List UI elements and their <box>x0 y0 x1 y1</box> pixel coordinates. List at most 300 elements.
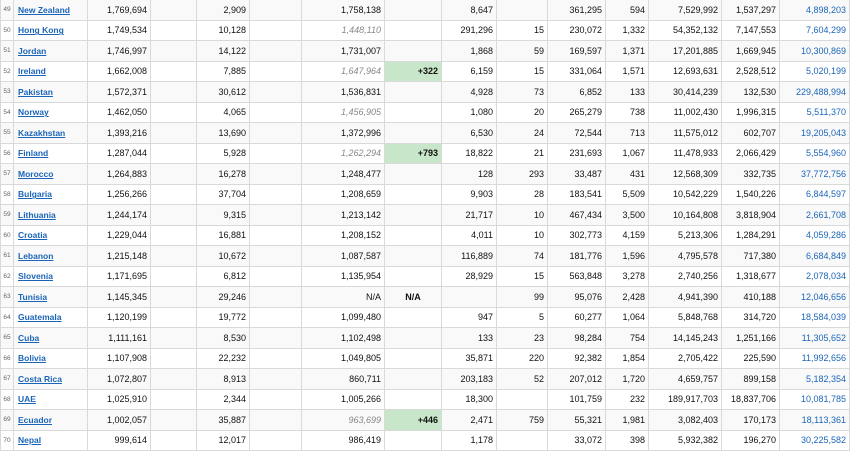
country-link[interactable]: Jordan <box>18 45 47 56</box>
total-deaths-cell: 8,530 <box>197 328 250 349</box>
total-recovered-cell: 963,699 <box>302 410 385 431</box>
new-cases-cell <box>151 389 197 410</box>
country-link[interactable]: Costa Rica <box>18 373 62 384</box>
deaths-per-million-cell: 3,278 <box>606 266 649 287</box>
new-recovered-cell <box>385 20 442 41</box>
new-cases-cell <box>151 369 197 390</box>
tests-per-million-cell: 2,528,512 <box>722 61 780 82</box>
total-cases-cell: 1,107,908 <box>88 348 151 369</box>
country-link[interactable]: Slovenia <box>18 271 53 282</box>
active-cases-cell <box>442 287 497 308</box>
rank-cell: 65 <box>1 328 14 349</box>
total-tests-cell: 7,529,992 <box>649 0 722 20</box>
cases-per-million-cell: 169,597 <box>548 41 606 62</box>
total-tests-cell: 12,568,309 <box>649 164 722 185</box>
total-deaths-cell: 6,812 <box>197 266 250 287</box>
total-tests-cell: 14,145,243 <box>649 328 722 349</box>
total-cases-cell: 1,746,997 <box>88 41 151 62</box>
table-row <box>1 307 850 328</box>
total-tests-cell: 10,164,808 <box>649 205 722 226</box>
tests-per-million-cell: 3,818,904 <box>722 205 780 226</box>
total-recovered-cell: 1,099,480 <box>302 307 385 328</box>
active-cases-cell: 6,159 <box>442 61 497 82</box>
new-deaths-cell <box>250 41 302 62</box>
new-deaths-cell <box>250 102 302 123</box>
total-deaths-cell: 22,232 <box>197 348 250 369</box>
total-deaths-cell: 2,909 <box>197 0 250 20</box>
total-tests-cell: 11,575,012 <box>649 123 722 144</box>
table-row <box>1 143 850 164</box>
serious-critical-cell: 759 <box>497 410 548 431</box>
cases-per-million-cell: 183,541 <box>548 184 606 205</box>
total-tests-cell: 17,201,885 <box>649 41 722 62</box>
cases-per-million-cell: 265,279 <box>548 102 606 123</box>
population-cell: 5,554,960 <box>780 143 850 164</box>
country-cell <box>14 143 88 164</box>
new-deaths-cell <box>250 389 302 410</box>
new-cases-cell <box>151 123 197 144</box>
country-link[interactable]: Morocco <box>18 168 54 179</box>
serious-critical-cell: 73 <box>497 82 548 103</box>
total-recovered-cell: N/A <box>302 287 385 308</box>
new-recovered-cell <box>385 205 442 226</box>
deaths-per-million-cell: 3,500 <box>606 205 649 226</box>
country-cell <box>14 20 88 41</box>
total-recovered-cell: 1,213,142 <box>302 205 385 226</box>
serious-critical-cell: 10 <box>497 205 548 226</box>
table-row <box>1 41 850 62</box>
new-deaths-cell <box>250 430 302 451</box>
deaths-per-million-cell: 1,720 <box>606 369 649 390</box>
total-cases-cell: 1,462,050 <box>88 102 151 123</box>
population-cell: 5,182,354 <box>780 369 850 390</box>
total-cases-cell: 1,393,216 <box>88 123 151 144</box>
tests-per-million-cell: 2,066,429 <box>722 143 780 164</box>
country-link[interactable]: Hong Kong <box>18 25 64 36</box>
deaths-per-million-cell: 1,854 <box>606 348 649 369</box>
active-cases-cell: 1,868 <box>442 41 497 62</box>
tests-per-million-cell: 1,318,677 <box>722 266 780 287</box>
population-cell: 6,844,597 <box>780 184 850 205</box>
total-deaths-cell: 19,772 <box>197 307 250 328</box>
country-link[interactable]: Ecuador <box>18 414 53 425</box>
total-recovered-cell: 1,102,498 <box>302 328 385 349</box>
total-deaths-cell: 10,672 <box>197 246 250 267</box>
population-cell: 12,046,656 <box>780 287 850 308</box>
new-cases-cell <box>151 82 197 103</box>
new-cases-cell <box>151 143 197 164</box>
population-cell: 2,078,034 <box>780 266 850 287</box>
new-recovered-cell <box>385 0 442 20</box>
table-row <box>1 205 850 226</box>
cases-per-million-cell: 230,072 <box>548 20 606 41</box>
serious-critical-cell: 15 <box>497 20 548 41</box>
total-cases-cell: 1,256,266 <box>88 184 151 205</box>
rank-cell: 60 <box>1 225 14 246</box>
total-deaths-cell: 30,612 <box>197 82 250 103</box>
tests-per-million-cell: 1,540,226 <box>722 184 780 205</box>
table-row <box>1 389 850 410</box>
country-link[interactable]: Nepal <box>18 435 42 446</box>
deaths-per-million-cell: 4,159 <box>606 225 649 246</box>
population-cell: 5,511,370 <box>780 102 850 123</box>
total-deaths-cell: 4,065 <box>197 102 250 123</box>
table-row <box>1 0 850 20</box>
serious-critical-cell: 220 <box>497 348 548 369</box>
table-row <box>1 430 850 451</box>
total-tests-cell: 5,213,306 <box>649 225 722 246</box>
total-recovered-cell: 1,456,905 <box>302 102 385 123</box>
new-deaths-cell <box>250 287 302 308</box>
total-cases-cell: 1,120,199 <box>88 307 151 328</box>
country-link[interactable]: Ireland <box>18 66 46 77</box>
cases-per-million-cell: 331,064 <box>548 61 606 82</box>
new-cases-cell <box>151 61 197 82</box>
total-tests-cell: 11,002,430 <box>649 102 722 123</box>
active-cases-cell: 1,080 <box>442 102 497 123</box>
country-link[interactable]: Pakistan <box>18 86 53 97</box>
new-cases-cell <box>151 20 197 41</box>
rank-cell: 50 <box>1 20 14 41</box>
country-link[interactable]: Tunisia <box>18 291 48 302</box>
deaths-per-million-cell: 754 <box>606 328 649 349</box>
total-recovered-cell: 1,005,266 <box>302 389 385 410</box>
population-cell: 7,604,299 <box>780 20 850 41</box>
active-cases-cell: 9,903 <box>442 184 497 205</box>
country-link[interactable]: Lebanon <box>18 250 54 261</box>
new-recovered-cell <box>385 307 442 328</box>
total-deaths-cell: 37,704 <box>197 184 250 205</box>
country-link[interactable]: Bolivia <box>18 353 46 364</box>
total-deaths-cell: 16,881 <box>197 225 250 246</box>
active-cases-cell: 133 <box>442 328 497 349</box>
serious-critical-cell: 74 <box>497 246 548 267</box>
table-row <box>1 123 850 144</box>
country-link[interactable]: Bulgaria <box>18 189 53 200</box>
new-deaths-cell <box>250 266 302 287</box>
serious-critical-cell: 20 <box>497 102 548 123</box>
rank-cell: 53 <box>1 82 14 103</box>
country-link[interactable]: Croatia <box>18 230 48 241</box>
new-recovered-cell: +793 <box>385 143 442 164</box>
total-cases-cell: 1,662,008 <box>88 61 151 82</box>
deaths-per-million-cell: 1,596 <box>606 246 649 267</box>
active-cases-cell: 6,530 <box>442 123 497 144</box>
country-cell <box>14 184 88 205</box>
total-recovered-cell: 1,536,831 <box>302 82 385 103</box>
rank-cell: 66 <box>1 348 14 369</box>
country-cell <box>14 328 88 349</box>
total-deaths-cell: 14,122 <box>197 41 250 62</box>
active-cases-cell: 21,717 <box>442 205 497 226</box>
serious-critical-cell: 15 <box>497 61 548 82</box>
table-row <box>1 246 850 267</box>
deaths-per-million-cell: 1,064 <box>606 307 649 328</box>
total-cases-cell: 1,072,807 <box>88 369 151 390</box>
deaths-per-million-cell: 232 <box>606 389 649 410</box>
deaths-per-million-cell: 594 <box>606 0 649 20</box>
cases-per-million-cell: 302,773 <box>548 225 606 246</box>
total-cases-cell: 1,287,044 <box>88 143 151 164</box>
serious-critical-cell: 52 <box>497 369 548 390</box>
serious-critical-cell: 99 <box>497 287 548 308</box>
country-link[interactable]: New Zealand <box>18 4 70 15</box>
cases-per-million-cell: 92,382 <box>548 348 606 369</box>
cases-per-million-cell: 55,321 <box>548 410 606 431</box>
total-deaths-cell: 2,344 <box>197 389 250 410</box>
new-deaths-cell <box>250 307 302 328</box>
country-cell <box>14 266 88 287</box>
total-deaths-cell: 12,017 <box>197 430 250 451</box>
rank-cell: 70 <box>1 430 14 451</box>
tests-per-million-cell: 225,590 <box>722 348 780 369</box>
new-cases-cell <box>151 164 197 185</box>
cases-per-million-cell: 6,852 <box>548 82 606 103</box>
active-cases-cell: 8,647 <box>442 0 497 20</box>
new-cases-cell <box>151 307 197 328</box>
total-deaths-cell: 35,887 <box>197 410 250 431</box>
rank-cell: 64 <box>1 307 14 328</box>
deaths-per-million-cell: 713 <box>606 123 649 144</box>
new-cases-cell <box>151 246 197 267</box>
serious-critical-cell <box>497 0 548 20</box>
new-deaths-cell <box>250 225 302 246</box>
active-cases-cell: 35,871 <box>442 348 497 369</box>
new-cases-cell <box>151 225 197 246</box>
cases-per-million-cell: 72,544 <box>548 123 606 144</box>
total-recovered-cell: 1,087,587 <box>302 246 385 267</box>
population-cell: 10,300,869 <box>780 41 850 62</box>
active-cases-cell: 18,300 <box>442 389 497 410</box>
total-cases-cell: 1,769,694 <box>88 0 151 20</box>
tests-per-million-cell: 410,188 <box>722 287 780 308</box>
country-cell <box>14 348 88 369</box>
total-recovered-cell: 1,049,805 <box>302 348 385 369</box>
rank-cell: 56 <box>1 143 14 164</box>
table-row <box>1 410 850 431</box>
new-deaths-cell <box>250 184 302 205</box>
population-cell: 2,661,708 <box>780 205 850 226</box>
table-row <box>1 369 850 390</box>
new-recovered-cell <box>385 246 442 267</box>
total-deaths-cell: 10,128 <box>197 20 250 41</box>
population-cell: 4,898,203 <box>780 0 850 20</box>
table-row <box>1 102 850 123</box>
total-recovered-cell: 1,372,996 <box>302 123 385 144</box>
active-cases-cell: 291,296 <box>442 20 497 41</box>
new-recovered-cell <box>385 430 442 451</box>
tests-per-million-cell: 132,530 <box>722 82 780 103</box>
total-recovered-cell: 1,262,294 <box>302 143 385 164</box>
total-tests-cell: 4,941,390 <box>649 287 722 308</box>
population-cell: 4,059,286 <box>780 225 850 246</box>
serious-critical-cell <box>497 430 548 451</box>
cases-per-million-cell: 467,434 <box>548 205 606 226</box>
country-cell <box>14 164 88 185</box>
deaths-per-million-cell: 2,428 <box>606 287 649 308</box>
table-body <box>1 0 850 451</box>
total-cases-cell: 1,264,883 <box>88 164 151 185</box>
table-row <box>1 164 850 185</box>
new-deaths-cell <box>250 20 302 41</box>
new-cases-cell <box>151 348 197 369</box>
total-cases-cell: 1,025,910 <box>88 389 151 410</box>
new-recovered-cell <box>385 164 442 185</box>
serious-critical-cell: 15 <box>497 266 548 287</box>
new-recovered-cell <box>385 328 442 349</box>
new-recovered-cell: N/A <box>385 287 442 308</box>
active-cases-cell: 947 <box>442 307 497 328</box>
total-cases-cell: 1,572,371 <box>88 82 151 103</box>
total-tests-cell: 12,693,631 <box>649 61 722 82</box>
new-recovered-cell <box>385 102 442 123</box>
table-row <box>1 20 850 41</box>
new-recovered-cell <box>385 266 442 287</box>
population-cell: 5,020,199 <box>780 61 850 82</box>
new-recovered-cell <box>385 41 442 62</box>
tests-per-million-cell: 1,537,297 <box>722 0 780 20</box>
new-deaths-cell <box>250 369 302 390</box>
population-cell: 18,584,039 <box>780 307 850 328</box>
new-recovered-cell <box>385 225 442 246</box>
tests-per-million-cell: 170,173 <box>722 410 780 431</box>
new-recovered-cell <box>385 348 442 369</box>
total-cases-cell: 1,244,174 <box>88 205 151 226</box>
tests-per-million-cell: 899,158 <box>722 369 780 390</box>
tests-per-million-cell: 1,669,945 <box>722 41 780 62</box>
rank-cell: 59 <box>1 205 14 226</box>
new-cases-cell <box>151 0 197 20</box>
country-link[interactable]: Finland <box>18 148 49 159</box>
country-link[interactable]: Kazakhstan <box>18 127 66 138</box>
population-cell: 11,305,652 <box>780 328 850 349</box>
cases-per-million-cell: 181,776 <box>548 246 606 267</box>
rank-cell: 67 <box>1 369 14 390</box>
population-cell: 30,225,582 <box>780 430 850 451</box>
total-recovered-cell: 1,647,964 <box>302 61 385 82</box>
serious-critical-cell: 10 <box>497 225 548 246</box>
cases-per-million-cell: 60,277 <box>548 307 606 328</box>
rank-cell: 52 <box>1 61 14 82</box>
total-cases-cell: 1,171,695 <box>88 266 151 287</box>
total-tests-cell: 2,740,256 <box>649 266 722 287</box>
new-deaths-cell <box>250 61 302 82</box>
total-deaths-cell: 8,913 <box>197 369 250 390</box>
rank-cell: 58 <box>1 184 14 205</box>
population-cell: 229,488,994 <box>780 82 850 103</box>
total-tests-cell: 10,542,229 <box>649 184 722 205</box>
serious-critical-cell: 5 <box>497 307 548 328</box>
serious-critical-cell: 21 <box>497 143 548 164</box>
country-cell <box>14 102 88 123</box>
rank-cell: 62 <box>1 266 14 287</box>
deaths-per-million-cell: 1,067 <box>606 143 649 164</box>
new-deaths-cell <box>250 246 302 267</box>
table-row <box>1 266 850 287</box>
total-cases-cell: 1,111,161 <box>88 328 151 349</box>
deaths-per-million-cell: 398 <box>606 430 649 451</box>
total-cases-cell: 1,229,044 <box>88 225 151 246</box>
population-cell: 11,992,656 <box>780 348 850 369</box>
total-deaths-cell: 9,315 <box>197 205 250 226</box>
active-cases-cell: 128 <box>442 164 497 185</box>
cases-per-million-cell: 95,076 <box>548 287 606 308</box>
table-row <box>1 287 850 308</box>
new-deaths-cell <box>250 164 302 185</box>
country-cell <box>14 0 88 20</box>
total-tests-cell: 2,705,422 <box>649 348 722 369</box>
new-deaths-cell <box>250 410 302 431</box>
total-recovered-cell: 1,758,138 <box>302 0 385 20</box>
total-deaths-cell: 5,928 <box>197 143 250 164</box>
new-recovered-cell <box>385 389 442 410</box>
active-cases-cell: 4,011 <box>442 225 497 246</box>
country-link[interactable]: Norway <box>18 107 49 118</box>
total-tests-cell: 54,352,132 <box>649 20 722 41</box>
rank-cell: 51 <box>1 41 14 62</box>
country-cell <box>14 287 88 308</box>
total-recovered-cell: 1,731,007 <box>302 41 385 62</box>
serious-critical-cell: 28 <box>497 184 548 205</box>
cases-per-million-cell: 33,072 <box>548 430 606 451</box>
total-cases-cell: 1,145,345 <box>88 287 151 308</box>
country-link[interactable]: Cuba <box>18 332 40 343</box>
total-cases-cell: 1,002,057 <box>88 410 151 431</box>
total-recovered-cell: 1,208,659 <box>302 184 385 205</box>
new-recovered-cell <box>385 82 442 103</box>
country-cell <box>14 225 88 246</box>
new-deaths-cell <box>250 82 302 103</box>
country-cell <box>14 369 88 390</box>
rank-cell: 69 <box>1 410 14 431</box>
serious-critical-cell: 23 <box>497 328 548 349</box>
new-deaths-cell <box>250 0 302 20</box>
cases-per-million-cell: 563,848 <box>548 266 606 287</box>
total-cases-cell: 999,614 <box>88 430 151 451</box>
deaths-per-million-cell: 1,371 <box>606 41 649 62</box>
country-link[interactable]: Guatemala <box>18 312 62 323</box>
rank-cell: 49 <box>1 0 14 20</box>
total-recovered-cell: 1,135,954 <box>302 266 385 287</box>
table-row <box>1 328 850 349</box>
population-cell: 18,113,361 <box>780 410 850 431</box>
tests-per-million-cell: 602,707 <box>722 123 780 144</box>
active-cases-cell: 2,471 <box>442 410 497 431</box>
country-cell <box>14 389 88 410</box>
rank-cell: 63 <box>1 287 14 308</box>
total-tests-cell: 30,414,239 <box>649 82 722 103</box>
country-link[interactable]: Lithuania <box>18 209 56 220</box>
new-cases-cell <box>151 184 197 205</box>
country-cell <box>14 41 88 62</box>
deaths-per-million-cell: 1,981 <box>606 410 649 431</box>
country-link[interactable]: UAE <box>18 394 36 405</box>
total-tests-cell: 4,659,757 <box>649 369 722 390</box>
serious-critical-cell: 59 <box>497 41 548 62</box>
total-deaths-cell: 13,690 <box>197 123 250 144</box>
new-cases-cell <box>151 205 197 226</box>
deaths-per-million-cell: 1,332 <box>606 20 649 41</box>
new-cases-cell <box>151 266 197 287</box>
population-cell: 37,772,756 <box>780 164 850 185</box>
country-cell <box>14 82 88 103</box>
population-cell: 6,684,849 <box>780 246 850 267</box>
new-recovered-cell: +446 <box>385 410 442 431</box>
total-tests-cell: 4,795,578 <box>649 246 722 267</box>
tests-per-million-cell: 332,735 <box>722 164 780 185</box>
new-cases-cell <box>151 430 197 451</box>
population-cell: 19,205,043 <box>780 123 850 144</box>
